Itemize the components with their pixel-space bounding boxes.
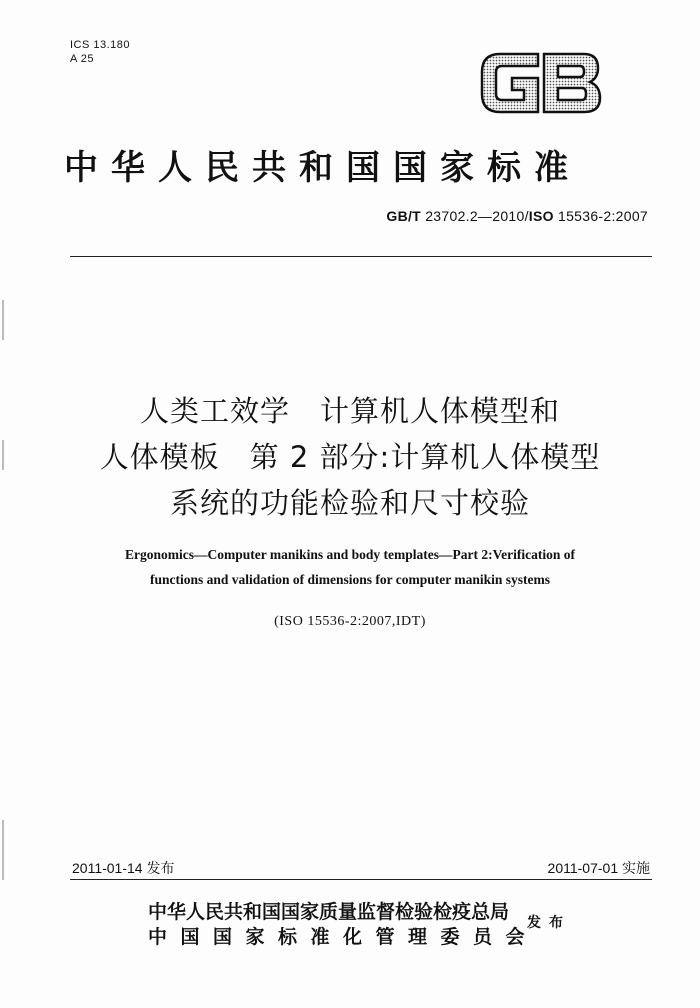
- footer-divider: [70, 879, 652, 880]
- standard-number: [386, 208, 648, 224]
- implementation-date: 2011-07-01 实施: [547, 860, 650, 876]
- chinese-title-line-1: 人类工效学 计算机人体模型和: [139, 394, 560, 428]
- iso-prefix: ISO: [528, 208, 554, 224]
- iso-reference: (ISO 15536-2:2007,IDT): [274, 614, 426, 629]
- scan-edge-mark: [2, 300, 4, 340]
- iso-number: 15536-2:2007: [553, 208, 648, 224]
- scan-edge-mark: [2, 440, 4, 470]
- ccs-code: A 25: [70, 53, 95, 65]
- chinese-title: [40, 388, 660, 526]
- issue-label: 发布: [527, 915, 571, 931]
- english-title-line-2: functions and validation of dimensions for computer manikin systems: [149, 572, 551, 587]
- header-divider: [70, 256, 652, 257]
- chinese-title-line-3: 系统的功能检验和尺寸校验: [169, 486, 530, 520]
- gb-logo: [474, 44, 606, 122]
- issuer-sac: 中国国家标准化管理委员会: [148, 926, 539, 948]
- standard-number-main: 23702.2—2010/: [421, 208, 529, 224]
- national-standard-title: 中华人民共和国国家标准: [64, 148, 581, 188]
- issue-date: 2011-01-14 发布: [72, 860, 175, 876]
- english-title-line-1: Ergonomics—Computer manikins and body templates—Part 2:Verification of: [125, 547, 575, 562]
- issuing-authorities: [148, 900, 538, 950]
- standard-prefix: GB/T: [386, 208, 422, 224]
- classification-codes: [70, 38, 130, 66]
- chinese-title-line-2: 人体模板 第 2 部分:计算机人体模型: [99, 440, 601, 474]
- scan-edge-mark: [2, 820, 4, 880]
- english-title: [40, 542, 660, 592]
- issuer-aqsiq: 中华人民共和国国家质量监督检验检疫总局: [148, 901, 510, 923]
- ics-code: ICS 13.180: [70, 39, 131, 51]
